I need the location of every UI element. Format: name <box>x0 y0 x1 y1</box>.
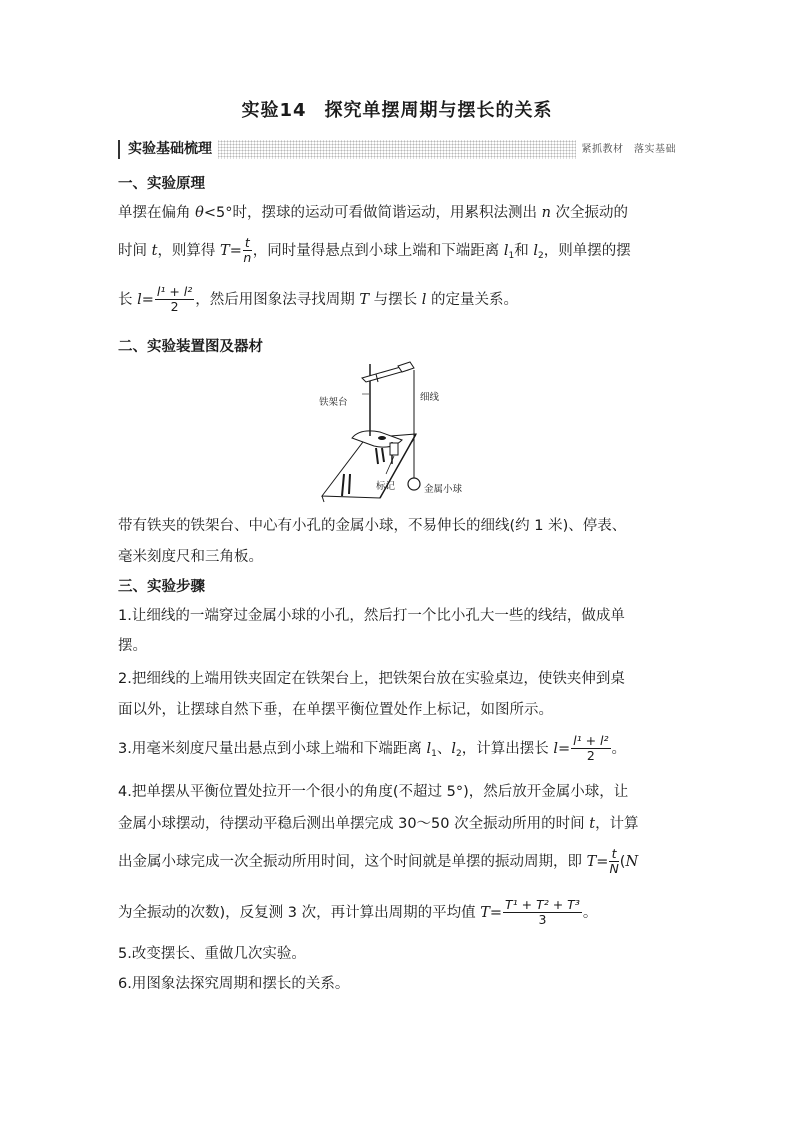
text: 为全振动的次数)，反复测 3 次，再计算出周期的平均值 <box>118 904 481 921</box>
section-slogan: 紧抓教材 落实基础 <box>576 140 677 159</box>
text: ，则单摆的摆 <box>543 242 631 259</box>
fraction-denominator: 2 <box>586 748 595 764</box>
var-l: l <box>503 242 509 259</box>
var-n: n <box>541 205 551 221</box>
var-T: T <box>359 291 370 308</box>
step-6: 6.用图象法探究周期和摆长的关系。 <box>118 976 350 992</box>
text: 金属小球摆动，待摆动平稳后测出单摆完成 30～50 次全振动所用的时间 <box>118 816 590 832</box>
fraction-numerator: l¹ + l² <box>573 733 609 748</box>
steps-heading: 三、实验步骤 <box>118 579 205 595</box>
equals: = <box>489 904 503 921</box>
fraction-numerator: t <box>244 235 250 250</box>
experiment-name: 探究单摆周期与摆长的关系 <box>324 100 553 121</box>
section-bar <box>118 140 676 159</box>
table-leg <box>376 448 378 464</box>
metal-ball <box>408 478 420 490</box>
experiment-number: 实验14 <box>241 100 307 121</box>
var-T: T <box>220 242 230 259</box>
text: 长 <box>118 291 138 308</box>
var-l: l <box>137 291 142 308</box>
text: ( <box>619 853 626 870</box>
subscript: 1 <box>431 748 437 759</box>
step-1-line-2: 摆。 <box>118 638 147 654</box>
text: 。 <box>582 904 598 921</box>
step-4-line-4 <box>118 898 678 928</box>
equals: = <box>141 291 154 308</box>
step-2-line-2: 面以外，让摆球自然下垂，在单摆平衡位置处作上标记，如图所示。 <box>118 702 553 718</box>
subscript: 2 <box>455 748 462 759</box>
var-l: l <box>533 242 539 259</box>
var-l: l <box>553 740 558 757</box>
principle-heading: 一、实验原理 <box>118 176 205 192</box>
var-t: t <box>151 242 158 259</box>
var-l: l <box>451 740 456 757</box>
clamp-head <box>398 362 414 372</box>
stand-base-nut <box>378 436 386 440</box>
mark-leader <box>386 456 394 474</box>
step-4-line-2 <box>118 812 678 837</box>
text: 出金属小球完成一次全振动所用时间，这个时间就是单摆的振动周期，即 <box>118 853 587 870</box>
page-title <box>0 96 794 122</box>
fraction-numerator: t <box>609 847 618 862</box>
text: <5°时，摆球的运动可看做简谐运动，用累积法测出 <box>203 205 542 221</box>
step-4-line-1: 4.把单摆从平衡位置处拉开一个很小的角度(不超过 5°)，然后放开金属小球，让 <box>118 784 629 800</box>
principle-line-2 <box>118 236 678 266</box>
text: ，则算得 <box>157 242 221 259</box>
pendulum-apparatus-figure <box>316 356 486 504</box>
apparatus-desc-2: 毫米刻度尺和三角板。 <box>118 549 263 565</box>
step-2-line-1: 2.把细线的上端用铁夹固定在铁架台上，把铁架台放在实验桌边，使铁夹伸到桌 <box>118 671 625 687</box>
text: ，同时量得悬点到小球上端和下端距离 <box>252 242 504 259</box>
fraction-t-over-N <box>609 847 618 877</box>
table-leg <box>349 474 350 494</box>
fraction-length <box>155 285 194 315</box>
section-label: 实验基础梳理 <box>118 140 218 159</box>
text: 、 <box>436 740 452 757</box>
var-T: T <box>586 853 597 870</box>
table-leg <box>342 474 344 496</box>
equals: = <box>229 242 242 259</box>
step-1-line-1: 1.让细线的一端穿过金属小球的小孔，然后打一个比小孔大一些的线结，做成单 <box>118 608 625 624</box>
table-edge <box>322 496 324 502</box>
label-thread: 细线 <box>420 392 440 403</box>
text: 。 <box>611 740 626 757</box>
principle-line-1 <box>118 201 678 226</box>
var-N: N <box>625 853 639 870</box>
theta-symbol: θ <box>195 205 204 221</box>
text: 的定量关系。 <box>426 291 519 308</box>
label-mark: 标记 <box>376 481 396 492</box>
fraction-denominator: 2 <box>170 299 179 315</box>
text: ，然后用图象法寻找周期 <box>195 291 360 308</box>
text: 3.用毫米刻度尺量出悬点到小球上端和下端距离 <box>118 740 427 757</box>
fraction-length <box>571 734 610 764</box>
var-l: l <box>426 740 432 757</box>
step-3 <box>118 734 678 764</box>
apparatus-desc-1: 带有铁夹的铁架台、中心有小孔的金属小球，不易伸长的细线(约 1 米)、停表、 <box>118 518 627 534</box>
principle-line-3 <box>118 285 678 315</box>
subscript: 2 <box>538 250 544 261</box>
subscript: 1 <box>508 250 515 261</box>
label-metal-ball: 金属小球 <box>424 484 463 495</box>
text: 与摆长 <box>369 291 422 308</box>
text: 时间 <box>118 242 152 259</box>
label-iron-stand: 铁架台 <box>319 397 348 408</box>
table-leg <box>382 448 384 462</box>
text: ，计算 <box>595 816 639 832</box>
apparatus-heading: 二、实验装置图及器材 <box>118 339 263 355</box>
fraction-average-period <box>503 898 582 928</box>
fraction-denominator: N <box>609 861 619 877</box>
fraction-denominator: 3 <box>538 912 547 928</box>
text: 次全振动的 <box>550 205 629 221</box>
fraction-numerator: l¹ + l² <box>156 284 193 299</box>
text: ，计算出摆长 <box>461 740 554 757</box>
text: 单摆在偏角 <box>118 205 196 221</box>
fraction-t-over-n <box>243 236 252 266</box>
fraction-denominator: n <box>243 250 252 266</box>
text: 和 <box>514 242 534 259</box>
fraction-numerator: T¹ + T² + T³ <box>505 897 580 912</box>
step-5: 5.改变摆长、重做几次实验。 <box>118 946 306 962</box>
step-4-line-3 <box>118 847 678 877</box>
equals: = <box>557 740 571 757</box>
equals: = <box>596 853 609 870</box>
var-T: T <box>480 904 490 921</box>
var-l: l <box>421 291 427 308</box>
var-t: t <box>589 816 596 832</box>
position-mark <box>390 443 398 455</box>
